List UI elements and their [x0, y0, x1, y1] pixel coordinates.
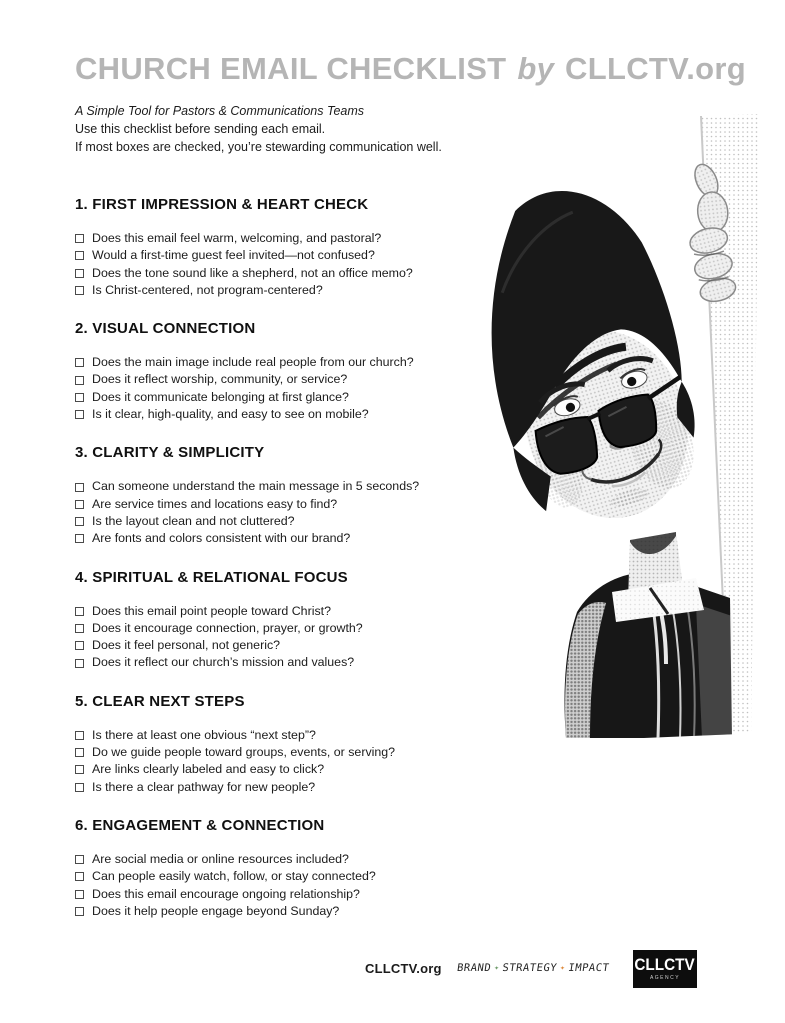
item-label: Does the main image include real people from our church?: [92, 355, 414, 370]
section-heading: 4. SPIRITUAL & RELATIONAL FOCUS: [75, 568, 348, 586]
checklist-item: [75, 603, 515, 620]
section-heading: 6. ENGAGEMENT & CONNECTION: [75, 816, 325, 834]
subtitle: A Simple Tool for Pastors & Communications Teams: [75, 104, 365, 118]
item-label: Are service times and locations easy to find?: [92, 496, 338, 511]
item-label: Can someone understand the main message in 5 seconds?: [92, 479, 420, 494]
item-label: Are links clearly labeled and easy to click?: [92, 762, 325, 777]
tagline-word-brand: BRAND: [456, 962, 492, 974]
logo-subtext: AGENCY: [649, 975, 681, 981]
section-first-impression: [75, 196, 515, 299]
item-label: Can people easily watch, follow, or stay connected?: [92, 869, 376, 884]
item-label: Does it feel personal, not generic?: [92, 638, 281, 653]
tagline-word-strategy: STRATEGY: [501, 962, 558, 974]
checklist-item: [75, 371, 515, 388]
checkbox-icon: [75, 376, 84, 385]
checklist: [75, 354, 515, 423]
section-heading: 3. CLARITY & SIMPLICITY: [75, 444, 265, 462]
item-label: Do we guide people toward groups, events, or serving?: [92, 745, 396, 760]
checklist-item: [75, 903, 515, 920]
tagline-word-impact: IMPACT: [567, 962, 611, 974]
checklist-item: [75, 265, 515, 282]
checklist-item: [75, 886, 515, 903]
checkbox-icon: [75, 251, 84, 260]
checklist: [75, 478, 515, 547]
item-label: Is there a clear pathway for new people?: [92, 779, 316, 794]
checkbox-icon: [75, 783, 84, 792]
item-label: Would a first-time guest feel invited—not confused?: [92, 248, 375, 263]
checklist-item: [75, 282, 515, 299]
item-label: Is it clear, high-quality, and easy to see on mobile?: [92, 407, 369, 422]
checklist-item: [75, 744, 515, 761]
checkbox-icon: [75, 890, 84, 899]
logo-text: CLLCTV: [634, 955, 696, 974]
checkbox-icon: [75, 872, 84, 881]
footer-tagline: [456, 962, 610, 974]
item-label: Does it communicate belonging at first glance?: [92, 389, 349, 404]
item-label: Does the tone sound like a shepherd, not an office memo?: [92, 265, 413, 280]
item-label: Does it help people engage beyond Sunday?: [92, 903, 340, 918]
checklist-item: [75, 654, 515, 671]
section-heading: 2. VISUAL CONNECTION: [75, 320, 256, 338]
checkbox-icon: [75, 641, 84, 650]
checklist-item: [75, 530, 515, 547]
checkbox-icon: [75, 410, 84, 419]
checklist: [75, 603, 515, 672]
section-heading: 5. CLEAR NEXT STEPS: [75, 692, 245, 710]
checkbox-icon: [75, 907, 84, 916]
section-spiritual-relational: [75, 569, 515, 672]
checkbox-icon: [75, 483, 84, 492]
checkbox-icon: [75, 234, 84, 243]
checkbox-icon: [75, 731, 84, 740]
star-separator-icon: ✦: [559, 963, 567, 972]
checklist-item: [75, 851, 515, 868]
intro-line-2: If most boxes are checked, you’re stewarding communication well.: [75, 140, 442, 154]
checklist-item: [75, 868, 515, 885]
section-clear-next-steps: [75, 693, 515, 796]
peeking-person-illustration: [480, 112, 785, 745]
checkbox-icon: [75, 269, 84, 278]
title-brand: CLLCTV.org: [565, 51, 747, 86]
portrait-head: [480, 169, 721, 542]
checklist-item: [75, 637, 515, 654]
section-clarity-simplicity: [75, 444, 515, 547]
item-label: Is Christ-centered, not program-centered?: [92, 282, 323, 297]
checklist-item: [75, 761, 515, 778]
section-heading: 1. FIRST IMPRESSION & HEART CHECK: [75, 196, 369, 213]
checkbox-icon: [75, 358, 84, 367]
item-label: Does it reflect our church’s mission and values?: [92, 655, 355, 670]
checkbox-icon: [75, 500, 84, 509]
document-body: [75, 50, 747, 920]
star-separator-icon: ✦: [493, 963, 501, 972]
checkbox-icon: [75, 286, 84, 295]
item-label: Does it encourage connection, prayer, or growth?: [92, 620, 363, 635]
checklist-item: [75, 354, 515, 371]
checklist: [75, 851, 515, 920]
checklist-item: [75, 478, 515, 495]
checklist-item: [75, 496, 515, 513]
checkbox-icon: [75, 659, 84, 668]
cllctv-logo: [633, 950, 697, 988]
checklist-item: [75, 406, 515, 423]
title-by: by: [517, 51, 555, 86]
checkbox-icon: [75, 534, 84, 543]
checklist-item: [75, 513, 515, 530]
checklist-item: [75, 230, 515, 247]
item-label: Are fonts and colors consistent with our brand?: [92, 531, 351, 546]
checkbox-icon: [75, 517, 84, 526]
checklist-item: [75, 779, 515, 796]
checkbox-icon: [75, 748, 84, 757]
checklist: [75, 727, 515, 796]
checklist-item: [75, 389, 515, 406]
section-engagement-connection: [75, 817, 515, 920]
title-main: CHURCH EMAIL CHECKLIST: [75, 51, 507, 86]
section-visual-connection: [75, 320, 515, 423]
footer-brand-text: CLLCTV.org: [365, 961, 442, 976]
item-label: Does this email encourage ongoing relationship?: [92, 886, 360, 901]
item-label: Is the layout clean and not cluttered?: [92, 513, 295, 528]
checkbox-icon: [75, 624, 84, 633]
checkbox-icon: [75, 393, 84, 402]
item-label: Does this email feel warm, welcoming, and pastoral?: [92, 231, 382, 245]
item-label: Is there at least one obvious “next step”?: [92, 727, 316, 742]
checklist-item: [75, 247, 515, 264]
checkbox-icon: [75, 855, 84, 864]
checkbox-icon: [75, 607, 84, 616]
checklist-item: [75, 727, 515, 744]
checkbox-icon: [75, 765, 84, 774]
intro-line-1: Use this checklist before sending each email.: [75, 122, 326, 136]
item-label: Does it reflect worship, community, or service?: [92, 372, 348, 387]
checklist-item: [75, 620, 515, 637]
item-label: Does this email point people toward Christ?: [92, 603, 331, 618]
item-label: Are social media or online resources included?: [92, 851, 349, 866]
page-title: [75, 50, 747, 88]
checklist: [75, 230, 515, 299]
